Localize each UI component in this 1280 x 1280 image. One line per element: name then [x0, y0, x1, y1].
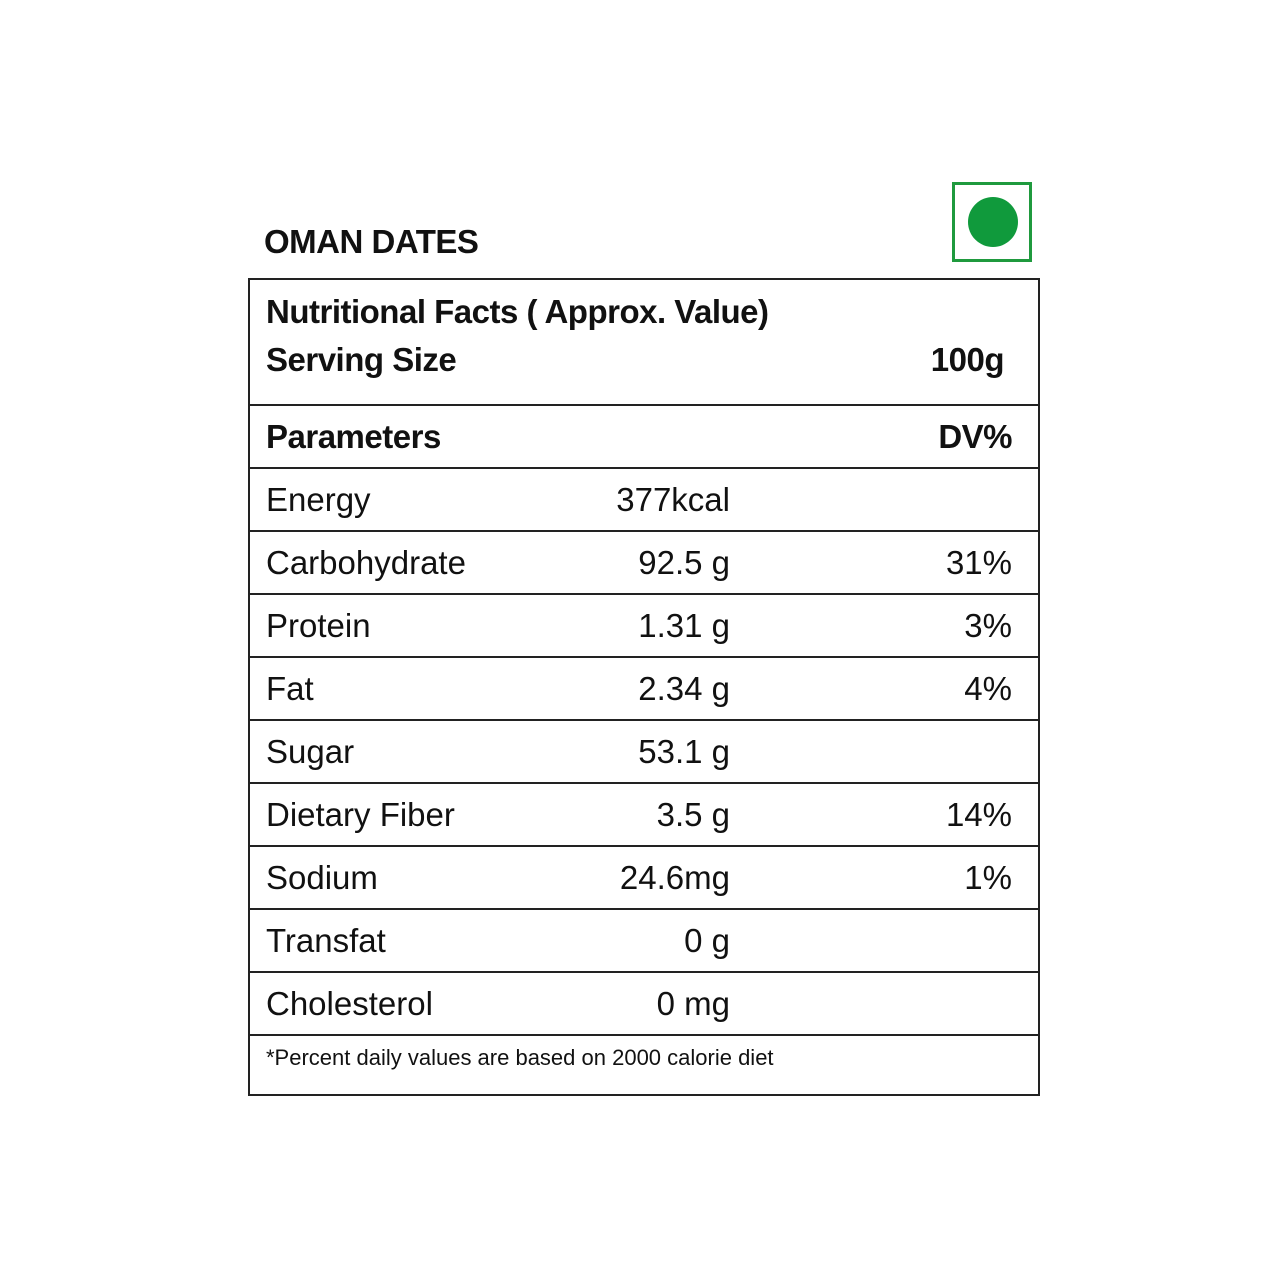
nutrition-panel: [248, 278, 1040, 1096]
column-header-dv: DV%: [938, 418, 1012, 455]
table-row: [250, 784, 1038, 847]
panel-header: [250, 280, 1038, 406]
table-row: [250, 910, 1038, 973]
serving-size-value: 100g: [930, 341, 1004, 378]
row-dv: [892, 910, 1012, 971]
row-name: Protein: [266, 607, 371, 644]
row-dv: 31%: [945, 544, 1012, 581]
row-dv: [892, 973, 1012, 1034]
row-dv: [892, 721, 1012, 782]
row-dv: 14%: [945, 796, 1012, 833]
row-amount: 53.1 g: [638, 733, 730, 770]
panel-title: Nutritional Facts ( Approx. Value): [266, 293, 769, 330]
row-name: Cholesterol: [266, 985, 433, 1022]
row-name: Sodium: [266, 859, 378, 896]
row-amount: 377kcal: [616, 481, 730, 518]
column-header-parameters: Parameters: [266, 418, 441, 455]
row-amount: 3.5 g: [656, 796, 730, 833]
row-dv: 4%: [964, 670, 1012, 707]
row-amount: 24.6mg: [619, 859, 730, 896]
table-row: [250, 595, 1038, 658]
table-row: [250, 469, 1038, 532]
footnote: *Percent daily values are based on 2000 calorie diet: [266, 1045, 774, 1070]
veg-mark-icon: [952, 182, 1032, 262]
row-name: Transfat: [266, 922, 386, 959]
row-amount: 0 mg: [656, 985, 730, 1022]
row-amount: 1.31 g: [638, 607, 730, 644]
row-name: Fat: [266, 670, 314, 707]
row-dv: 1%: [964, 859, 1012, 896]
column-header-row: [250, 406, 1038, 469]
serving-size-label: Serving Size: [266, 341, 457, 378]
table-row: [250, 721, 1038, 784]
row-dv: 3%: [964, 607, 1012, 644]
row-amount: 0 g: [684, 922, 730, 959]
veg-mark-dot: [968, 197, 1018, 247]
row-name: Dietary Fiber: [266, 796, 455, 833]
table-row: [250, 847, 1038, 910]
row-amount: 92.5 g: [638, 544, 730, 581]
product-title: OMAN DATES: [264, 223, 479, 260]
row-dv: [892, 469, 1012, 530]
row-name: Energy: [266, 481, 371, 518]
row-name: Carbohydrate: [266, 544, 466, 581]
table-row: [250, 973, 1038, 1036]
table-row: [250, 658, 1038, 721]
table-row: [250, 532, 1038, 595]
row-name: Sugar: [266, 733, 355, 770]
row-amount: 2.34 g: [638, 670, 730, 707]
